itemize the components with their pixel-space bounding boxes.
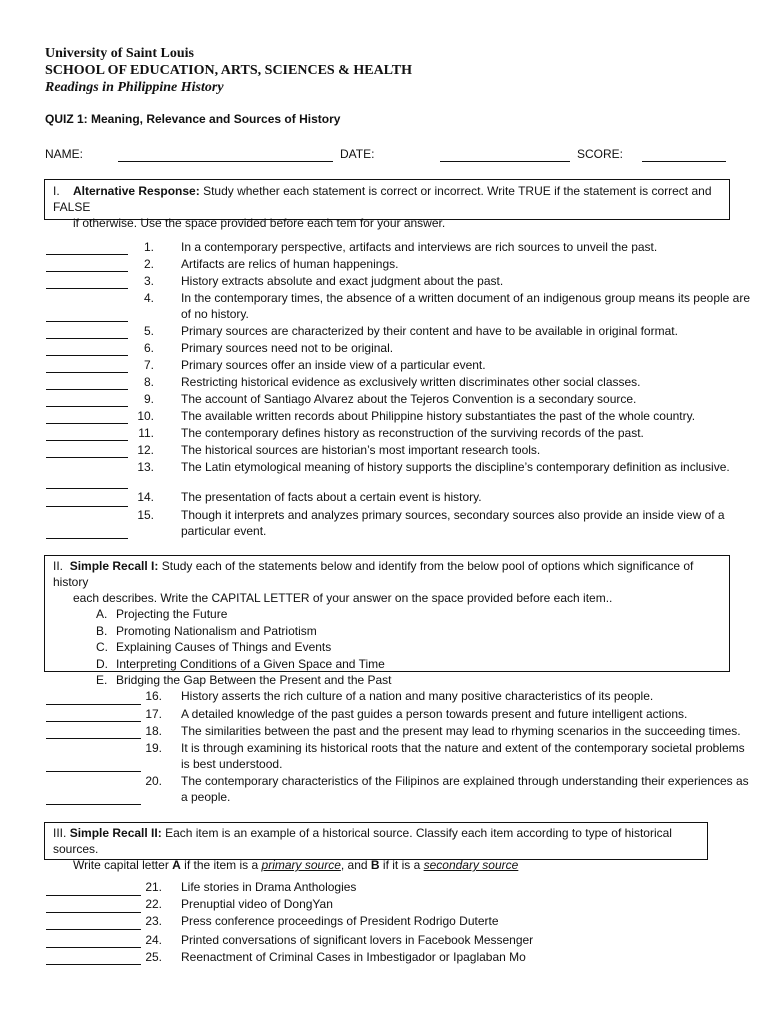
- part3-instructions: Each item is an example of a historical source. Classify each item according to type of historical sources.: [53, 826, 672, 856]
- answer-blank-23[interactable]: [46, 929, 141, 930]
- item-text: In the contemporary times, the absence of a written document of an indigenous group means its people are: [181, 291, 751, 305]
- item-text-continued: a people.: [181, 790, 231, 804]
- answer-blank-10[interactable]: [46, 423, 128, 424]
- part3-instructions-line2: Write capital letter A if the item is a primary source, and B if it is a secondary source: [73, 858, 519, 872]
- item-number: 1.: [143, 240, 154, 254]
- item-text: Reenactment of Criminal Cases in Imbestigador or Ipaglaban Mo: [181, 950, 526, 964]
- school-name: SCHOOL OF EDUCATION, ARTS, SCIENCES & HEALTH: [45, 63, 412, 78]
- item-number: 19.: [145, 741, 162, 755]
- item-text: Life stories in Drama Anthologies: [181, 880, 357, 894]
- name-label: NAME:: [45, 147, 84, 161]
- part3-instructions-box: [44, 822, 708, 872]
- item-text: Artifacts are relics of human happenings.: [181, 257, 399, 271]
- item-text: In a contemporary perspective, artifacts and interviews are rich sources to unveil the past.: [181, 240, 658, 254]
- item-number: 5.: [143, 324, 154, 338]
- part1-numeral: I.: [53, 184, 60, 198]
- item-text: Though it interprets and analyzes primary sources, secondary sources also provide an inside view of a: [181, 508, 725, 522]
- item-text-continued: particular event.: [181, 524, 267, 538]
- answer-blank-8[interactable]: [46, 389, 128, 390]
- item-text: The Latin etymological meaning of history supports the discipline’s contemporary definition as inclusive.: [181, 460, 730, 474]
- answer-blank-19[interactable]: [46, 771, 141, 772]
- part3-title: Simple Recall II:: [69, 826, 162, 840]
- option-c: C. Explaining Causes of Things and Events: [96, 640, 332, 654]
- option-b: B. Promoting Nationalism and Patriotism: [96, 623, 317, 638]
- item-text: History extracts absolute and exact judgment about the past.: [181, 274, 504, 288]
- answer-blank-2[interactable]: [46, 271, 128, 272]
- answer-blank-3[interactable]: [46, 288, 128, 289]
- item-number: 8.: [143, 375, 154, 389]
- answer-blank-24[interactable]: [46, 947, 141, 948]
- answer-blank-13[interactable]: [46, 488, 128, 489]
- part2-instructions: Study each of the statements below and identify from the below pool of options which significance of history: [53, 559, 694, 589]
- item-text: The historical sources are historian’s most important research tools.: [181, 443, 541, 457]
- part2-title: Simple Recall I:: [69, 559, 159, 573]
- item-number: 20.: [145, 774, 162, 788]
- part1-title: Alternative Response:: [73, 184, 200, 198]
- item-text: The account of Santiago Alvarez about the Tejeros Convention is a secondary source.: [181, 392, 637, 406]
- item-text: Printed conversations of significant lovers in Facebook Messenger: [181, 933, 534, 947]
- item-text: Press conference proceedings of President Rodrigo Duterte: [181, 914, 499, 928]
- answer-blank-4[interactable]: [46, 321, 128, 322]
- part2-instructions-box: [44, 555, 730, 687]
- item-text: Restricting historical evidence as exclusively written discriminates other social classes.: [181, 375, 641, 389]
- part1-instructions-box: [44, 179, 730, 230]
- part3-numeral: III.: [53, 826, 67, 840]
- answer-blank-18[interactable]: [46, 738, 141, 739]
- item-number: 11.: [138, 426, 154, 440]
- item-number: 4.: [143, 291, 154, 305]
- item-text: Primary sources are characterized by their content and have to be available in original format.: [181, 324, 678, 338]
- university-name: University of Saint Louis: [45, 46, 194, 61]
- item-text: Primary sources offer an inside view of a particular event.: [181, 358, 486, 372]
- score-label: SCORE:: [577, 147, 624, 161]
- answer-blank-20[interactable]: [46, 804, 141, 805]
- item-text: Primary sources need not to be original.: [181, 341, 394, 355]
- item-text: The contemporary defines history as reconstruction of the surviving records of the past.: [181, 426, 644, 440]
- item-number: 7.: [143, 358, 154, 372]
- item-number: 23.: [145, 914, 162, 928]
- item-number: 18.: [145, 724, 162, 738]
- item-number: 6.: [143, 341, 154, 355]
- item-text: It is through examining its historical roots that the nature and extent of the contemporary societal problems: [181, 741, 745, 755]
- answer-blank-16[interactable]: [46, 704, 141, 705]
- name-field[interactable]: [118, 161, 333, 162]
- item-text: History asserts the rich culture of a nation and many positive characteristics of its people.: [181, 689, 654, 703]
- date-label: DATE:: [340, 147, 375, 161]
- item-number: 13.: [137, 460, 154, 474]
- course-name: Readings in Philippine History: [45, 80, 224, 95]
- option-d: D. Interpreting Conditions of a Given Space and Time: [96, 656, 385, 671]
- answer-blank-21[interactable]: [46, 895, 141, 896]
- answer-blank-6[interactable]: [46, 355, 128, 356]
- item-text-continued: is best understood.: [181, 757, 283, 771]
- item-text: The available written records about Philippine history substantiates the past of the whole country.: [181, 409, 696, 423]
- part1-instructions: Study whether each statement is correct or incorrect. Write TRUE if the statement is correct and FALSE: [53, 184, 712, 214]
- answer-blank-11[interactable]: [46, 440, 128, 441]
- item-text: Prenuptial video of DongYan: [181, 897, 333, 911]
- part2-instructions-line2: each describes. Write the CAPITAL LETTER of your answer on the space provided before each item..: [73, 591, 613, 605]
- item-number: 21.: [145, 880, 162, 894]
- answer-blank-22[interactable]: [46, 912, 141, 913]
- item-number: 2.: [143, 257, 154, 271]
- answer-blank-9[interactable]: [46, 406, 128, 407]
- answer-blank-14[interactable]: [46, 506, 128, 507]
- item-text: The similarities between the past and the present may lead to rhyming scenarios in the succeeding times.: [181, 724, 741, 738]
- item-number: 10.: [137, 409, 154, 423]
- item-number: 22.: [145, 897, 162, 911]
- date-field[interactable]: [440, 161, 570, 162]
- item-number: 12.: [137, 443, 154, 457]
- part1-instructions-line2: if otherwise. Use the space provided before each tem for your answer.: [73, 216, 446, 230]
- quiz-title: QUIZ 1: Meaning, Relevance and Sources of History: [45, 112, 341, 126]
- answer-blank-1[interactable]: [46, 254, 128, 255]
- item-number: 15.: [137, 508, 154, 522]
- answer-blank-17[interactable]: [46, 721, 141, 722]
- answer-blank-5[interactable]: [46, 338, 128, 339]
- item-number: 14.: [137, 490, 154, 504]
- answer-blank-12[interactable]: [46, 457, 128, 458]
- part2-numeral: II.: [53, 559, 64, 573]
- item-number: 24.: [145, 933, 162, 947]
- item-text: The contemporary characteristics of the Filipinos are explained through understanding their experiences as: [181, 774, 749, 788]
- item-text-continued: of no history.: [181, 307, 249, 321]
- item-number: 17.: [145, 707, 162, 721]
- answer-blank-25[interactable]: [46, 964, 141, 965]
- item-number: 3.: [143, 274, 154, 288]
- score-field[interactable]: [642, 161, 726, 162]
- item-number: 16.: [145, 689, 162, 703]
- option-a: A. Projecting the Future: [96, 607, 228, 621]
- item-text: A detailed knowledge of the past guides a person towards present and future intelligent actions.: [181, 707, 688, 721]
- item-text: The presentation of facts about a certain event is history.: [181, 490, 482, 504]
- item-number: 9.: [143, 392, 154, 406]
- item-number: 25.: [145, 950, 162, 964]
- answer-blank-15[interactable]: [46, 538, 128, 539]
- answer-blank-7[interactable]: [46, 372, 128, 373]
- option-e: E. Bridging the Gap Between the Present and the Past: [96, 673, 392, 687]
